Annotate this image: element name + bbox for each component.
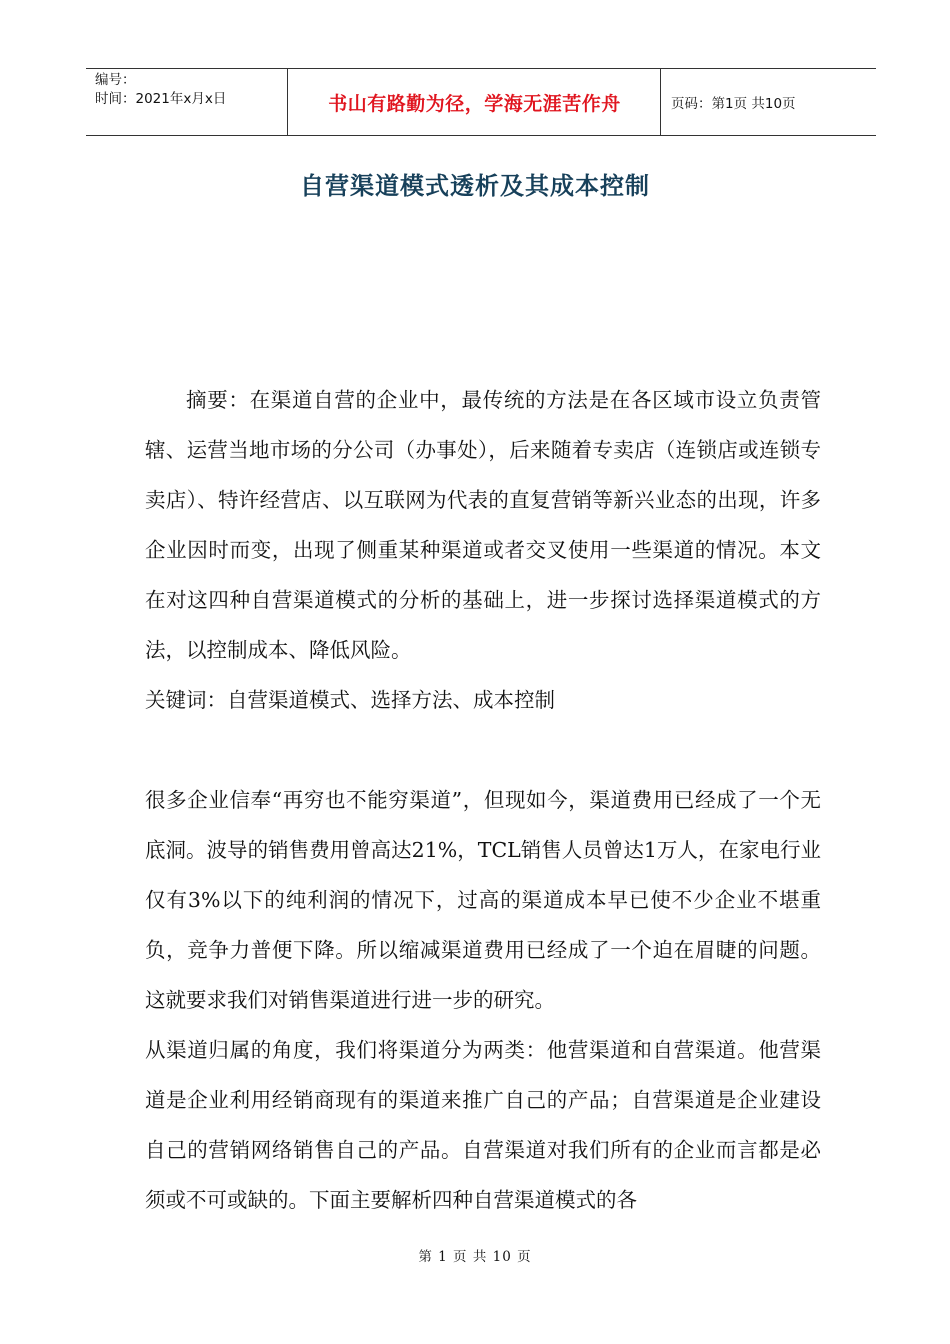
body-paragraph: 从渠道归属的角度，我们将渠道分为两类：他营渠道和自营渠道。他营渠道是企业利用经销商现有的渠道来推广自己的产品；自营渠道是企业建设自己的营销网络销售自己的产品。自营渠道对我们所有的企业而言都是必须或不可或缺的。下面主要解析四种自营渠道模式的各 — [145, 1038, 821, 1212]
page-header — [86, 68, 876, 136]
number-label: 编号： — [95, 72, 136, 88]
header-divider-left — [287, 69, 288, 135]
abstract-paragraph: 摘要：在渠道自营的企业中，最传统的方法是在各区域市设立负责管辖、运营当地市场的分公司（办事处），后来随着专卖店（连锁店或连锁专卖店）、特许经营店、以互联网为代表的直复营销等新兴业态的出现，许多企业因时而变，出现了侧重某种渠道或者交叉使用一些渠道的情况。本文在对这四种自营渠道模式的分析的基础上，进一步探讨选择渠道模式的方法，以控制成本、降低风险。 — [145, 388, 821, 662]
header-divider-right — [660, 69, 661, 135]
body-paragraph: 很多企业信奉“再穷也不能穷渠道”，但现如今，渠道费用已经成了一个无底洞。波导的销售费用曾高达21%，TCL销售人员曾达1万人，在家电行业仅有3%以下的纯利润的情况下，过高的渠道成本早已使不少企业不堪重负，竞争力普便下降。所以缩减渠道费用已经成了一个迫在眉睫的问题。这就要求我们对销售渠道进行进一步的研究。 — [145, 788, 821, 1012]
document-title: 自营渠道模式透析及其成本控制 — [300, 172, 650, 200]
page-footer: 第 1 页 共 10 页 — [418, 1249, 532, 1265]
paragraph-spacer — [145, 725, 821, 775]
header-meta — [95, 69, 287, 137]
header-page-info: 页码：第1页 共10页 — [671, 96, 796, 112]
time-label: 时间：2021年x月x日 — [95, 91, 227, 107]
keywords-line: 关键词：自营渠道模式、选择方法、成本控制 — [145, 688, 555, 712]
header-motto: 书山有路勤为径，学海无涯苦作舟 — [328, 92, 621, 115]
document-body — [145, 375, 821, 1225]
